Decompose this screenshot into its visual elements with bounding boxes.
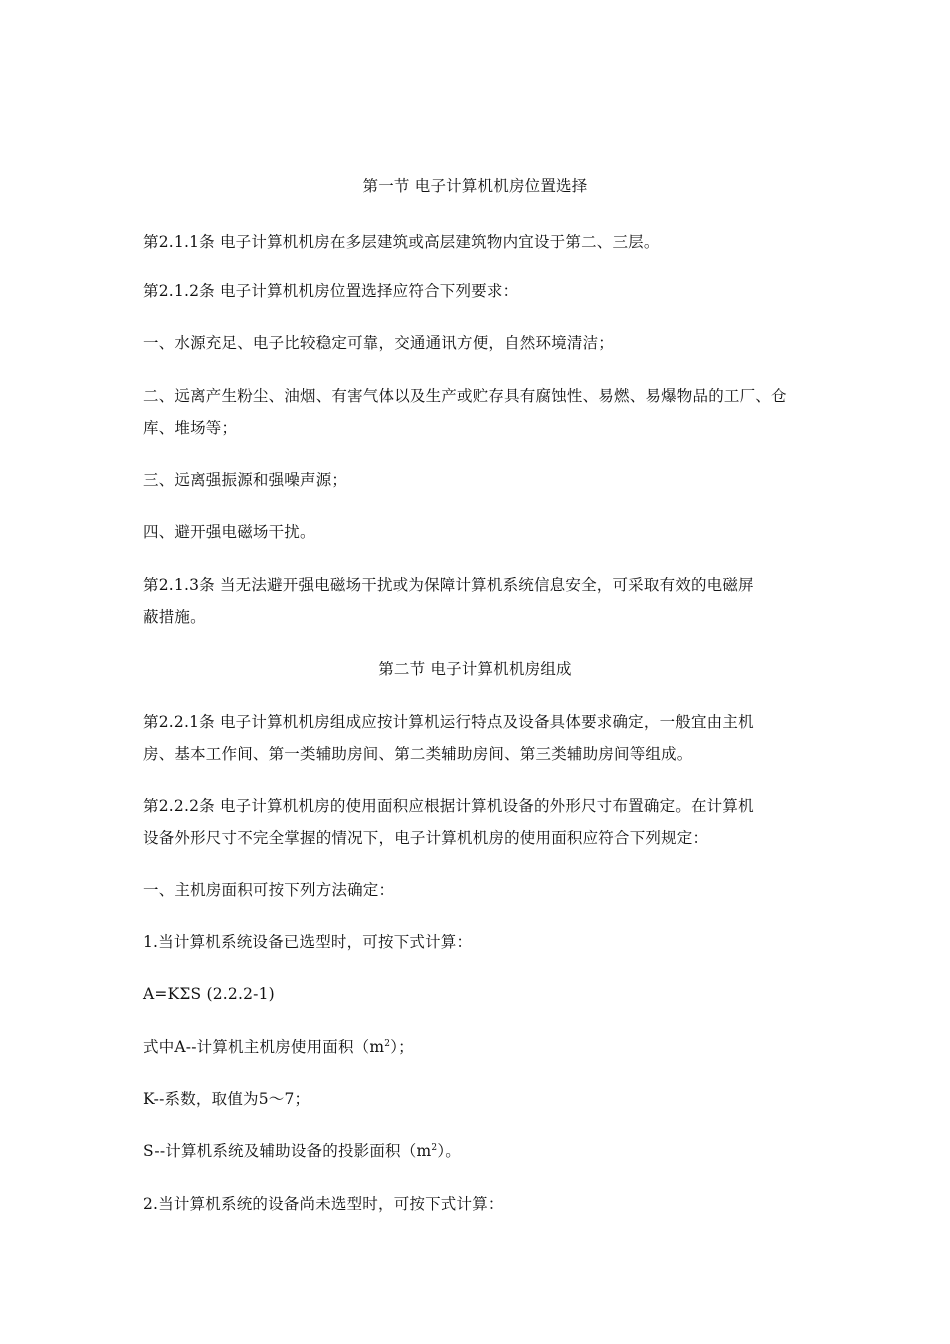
clause-2-2-2-line-2: 设备外形尺寸不完全掌握的情况下，电子计算机机房的使用面积应符合下列规定： [143, 829, 709, 847]
definition-a-superscript: 2 [384, 1038, 391, 1049]
formula: A=KΣS (2.2.2-1) [143, 985, 275, 1003]
method-1: 1.当计算机系统设备已选型时，可按下式计算： [143, 933, 473, 951]
definition-s-superscript: 2 [431, 1142, 438, 1153]
area-item-1: 一、主机房面积可按下列方法确定： [143, 881, 395, 899]
requirement-item-2-line-2: 库、堆场等； [143, 419, 238, 437]
definition-a-suffix: ）； [390, 1038, 414, 1056]
requirement-item-4: 四、避开强电磁场干扰。 [143, 523, 316, 541]
requirement-item-1: 一、水源充足、电子比较稳定可靠，交通通讯方便，自然环境清洁； [143, 334, 615, 352]
clause-2-1-2: 第2.1.2条 电子计算机机房位置选择应符合下列要求： [143, 282, 519, 300]
definition-a-text: 式中A--计算机主机房使用面积（m [143, 1038, 385, 1056]
definition-a [143, 1029, 813, 1066]
definition-s [143, 1133, 813, 1170]
requirement-item-2-line-1: 二、远离产生粉尘、油烟、有害气体以及生产或贮存具有腐蚀性、易燃、易爆物品的工厂、仓 [143, 387, 787, 405]
clause-2-2-1-line-1: 第2.2.1条 电子计算机机房组成应按计算机运行特点及设备具体要求确定，一般宜由主机 [143, 713, 754, 731]
section-1-title: 第一节 电子计算机机房位置选择 [362, 177, 588, 195]
definition-s-suffix: ）。 [437, 1142, 461, 1160]
definition-k: K--系数，取值为5～7； [143, 1090, 311, 1108]
section-2-title: 第二节 电子计算机机房组成 [378, 660, 572, 678]
definition-s-text: S--计算机系统及辅助设备的投影面积（m [143, 1142, 432, 1160]
clause-2-1-3-line-2: 蔽措施。 [143, 608, 206, 626]
clause-2-2-1-line-2: 房、基本工作间、第一类辅助房间、第二类辅助房间、第三类辅助房间等组成。 [143, 745, 693, 763]
requirement-item-3: 三、远离强振源和强噪声源； [143, 471, 348, 489]
method-2: 2.当计算机系统的设备尚未选型时，可按下式计算： [143, 1195, 504, 1213]
clause-2-1-1: 第2.1.1条 电子计算机机房在多层建筑或高层建筑物内宜设于第二、三层。 [143, 233, 660, 251]
clause-2-1-3-line-1: 第2.1.3条 当无法避开强电磁场干扰或为保障计算机系统信息安全，可采取有效的电磁屏 [143, 576, 754, 594]
clause-2-2-2-line-1: 第2.2.2条 电子计算机机房的使用面积应根据计算机设备的外形尺寸布置确定。在计算机 [143, 797, 754, 815]
